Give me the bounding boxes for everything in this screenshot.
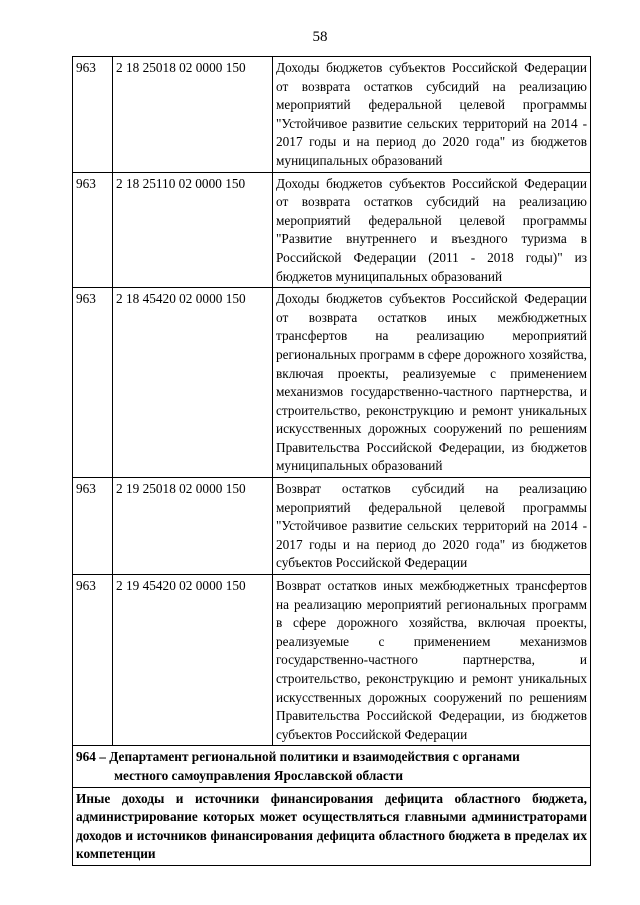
table-row (73, 57, 591, 173)
administrator-code: 963 (73, 288, 113, 478)
table-row (73, 575, 591, 746)
administrator-code: 963 (73, 57, 113, 173)
department-heading-line-1: 964 – Департамент региональной политики и взаимодействия с органами (76, 749, 520, 765)
revenue-name: Доходы бюджетов субъектов Российской Федерации от возврата остатков иных межбюджетных трансфертов на реализацию мероприятий региональных программ в сфере дорожного хозяйства, включая проекты, реализуемые с применением механизмов государственно-частного партнерства, и строительство, реконструкцию и ремонт уникальных искусственных дорожных сооружений по решениям Правительства Российской Федерации, из бюджетов муниципальных образований (273, 288, 591, 478)
administrator-code: 963 (73, 575, 113, 746)
table-row (73, 478, 591, 575)
revenue-name: Доходы бюджетов субъектов Российской Федерации от возврата остатков субсидий на реализацию мероприятий федеральной целевой программы "Устойчивое развитие сельских территорий на 2014 - 2017 годы и на период до 2020 года" из бюджетов муниципальных образований (273, 57, 591, 173)
revenue-classification-table (72, 56, 591, 866)
department-header-row (73, 746, 591, 787)
table-row (73, 172, 591, 288)
note-row (73, 787, 591, 865)
department-heading-line-2: местного самоуправления Ярославской области (114, 767, 404, 783)
budget-classification-code: 2 19 45420 02 0000 150 (113, 575, 273, 746)
administrator-code: 963 (73, 478, 113, 575)
budget-classification-code: 2 18 45420 02 0000 150 (113, 288, 273, 478)
department-heading (73, 746, 591, 787)
budget-classification-code: 2 18 25110 02 0000 150 (113, 172, 273, 288)
budget-classification-code: 2 18 25018 02 0000 150 (113, 57, 273, 173)
budget-classification-code: 2 19 25018 02 0000 150 (113, 478, 273, 575)
revenue-name: Возврат остатков субсидий на реализацию мероприятий федеральной целевой программы "Устойчивое развитие сельских территорий на 2014 - 2017 годы и на период до 2020 года" из бюджетов субъектов Российской Федерации (273, 478, 591, 575)
table-row (73, 288, 591, 478)
revenue-name: Возврат остатков иных межбюджетных трансфертов на реализацию мероприятий региональных программ в сфере дорожного хозяйства, включая проекты, реализуемые с применением механизмов государственно-частного партнерства, и строительство, реконструкцию и ремонт уникальных искусственных дорожных сооружений по решениям Правительства Российской Федерации, из бюджетов субъектов Российской Федерации (273, 575, 591, 746)
revenue-name: Доходы бюджетов субъектов Российской Федерации от возврата остатков субсидий на реализацию мероприятий федеральной целевой программы "Развитие внутреннего и въездного туризма в Российской Федерации (2011 - 2018 годы)" из бюджетов муниципальных образований (273, 172, 591, 288)
administrator-code: 963 (73, 172, 113, 288)
page-number: 58 (312, 29, 328, 45)
other-revenues-note: Иные доходы и источники финансирования дефицита областного бюджета, администрирование которых может осуществляться главными администраторами доходов и источников финансирования дефицита областного бюджета в пределах их компетенции (73, 787, 591, 865)
